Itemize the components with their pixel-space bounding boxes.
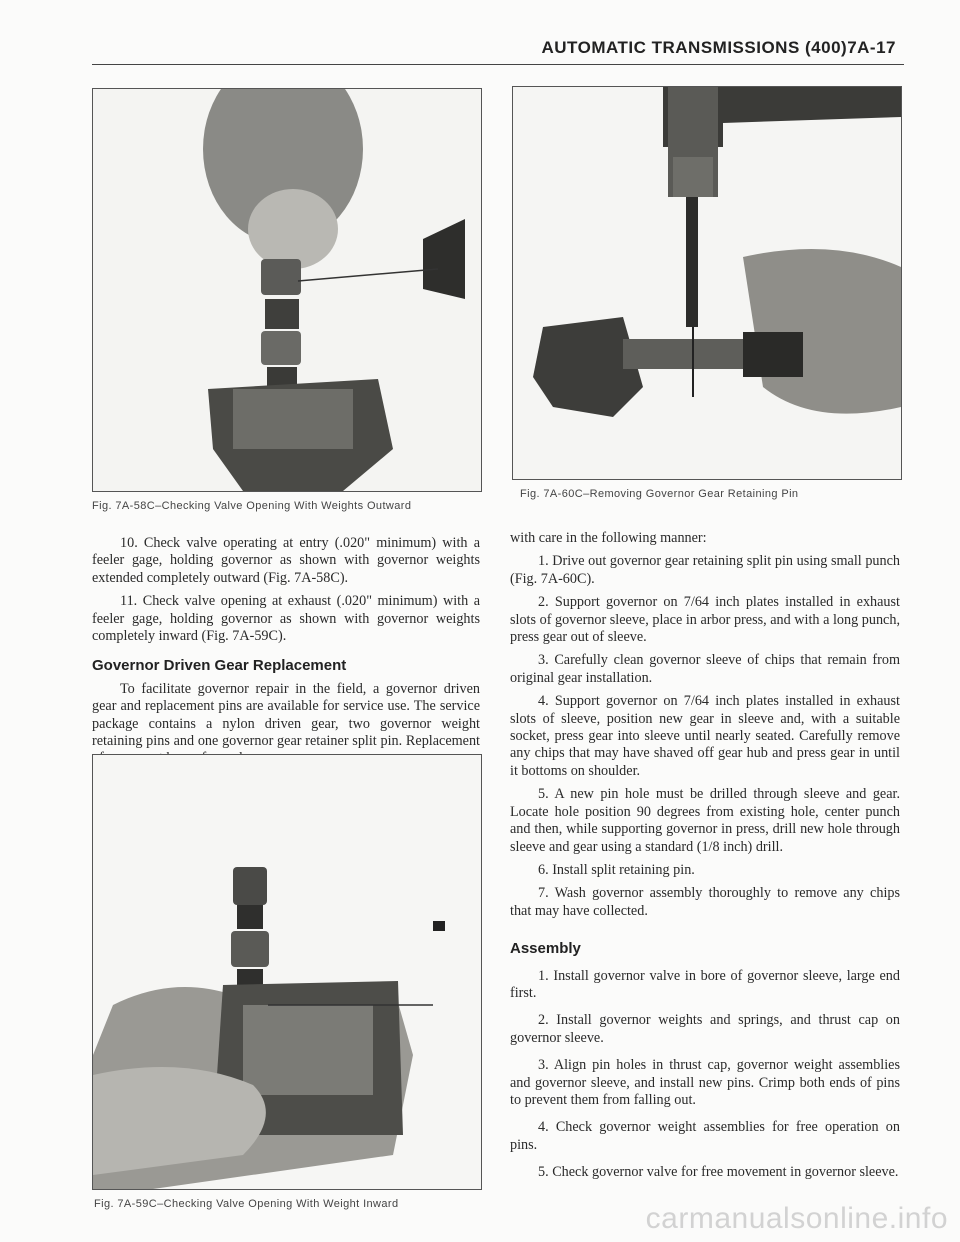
left-column bbox=[92, 535, 480, 774]
figure-60c-photo bbox=[512, 86, 902, 480]
paragraph-step-11: 11. Check valve opening at exhaust (.020" minimum) with a feeler gage, holding governor as shown with governor weights completely inward (Fig. 7A-59C). bbox=[92, 593, 480, 645]
replacement-step-6: 6. Install split retaining pin. bbox=[538, 861, 695, 878]
replacement-step-4: 4. Support governor on 7/64 inch plates installed in exhaust slots of sleeve, position new gear in sleeve and, with a suitable socket, press gear into sleeve until nearly seated. Carefully remove any chips that may have shaved off gear hub and press gear in until it bottoms on shoulder. bbox=[510, 693, 900, 779]
replacement-step-3: 3. Carefully clean governor sleeve of chips that remain from original gear installation. bbox=[510, 652, 900, 686]
figure-59c-caption: Fig. 7A-59C–Checking Valve Opening With Weight Inward bbox=[94, 1198, 399, 1210]
paragraph-step-10: 10. Check valve operating at entry (.020" minimum) with a feeler gage, holding governor as shown with governor weights extended completely outward (Fig. 7A-58C). bbox=[92, 535, 480, 586]
figure-59c-photo bbox=[92, 754, 482, 1190]
assembly-step-2: 2. Install governor weights and springs, and thrust cap on governor sleeve. bbox=[510, 1012, 900, 1046]
header-rule bbox=[92, 64, 904, 65]
replacement-step-5: 5. A new pin hole must be drilled through sleeve and gear. Locate hole position 90 degrees from existing hole, center punch and then, while supporting governor in press, drill new hole through sleeve and gear using a standard (1/8 inch) drill. bbox=[510, 786, 900, 855]
paragraph-intro: To facilitate governor repair in the field, a governor driven gear and replacement pins are available for service use. The service package contains a nylon driven gear, two governor weight retaining pins and one governor gear retainer split pin. Replacement bbox=[92, 680, 480, 750]
paragraph-continuation: with care in the following manner: bbox=[510, 530, 707, 546]
section-heading-governor-gear: Governor Driven Gear Replacement bbox=[92, 657, 347, 675]
replacement-step-7: 7. Wash governor assembly thoroughly to remove any chips that may have collected. bbox=[510, 885, 900, 919]
page-header: AUTOMATIC TRANSMISSIONS (400)7A-17 bbox=[541, 38, 896, 57]
watermark: carmanualsonline.info bbox=[645, 1202, 948, 1235]
replacement-step-2: 2. Support governor on 7/64 inch plates installed in exhaust slots of governor sleeve, place in arbor press, and with a long punch, press gear out of sleeve. bbox=[510, 594, 900, 646]
replacement-step-1: 1. Drive out governor gear retaining split pin using small punch (Fig. 7A-60C). bbox=[510, 553, 900, 587]
figure-58c-photo bbox=[92, 88, 482, 492]
assembly-step-4: 4. Check governor weight assemblies for free operation on pins. bbox=[510, 1119, 900, 1153]
assembly-step-1: 1. Install governor valve in bore of governor sleeve, large end first. bbox=[510, 967, 900, 1001]
assembly-step-5: 5. Check governor valve for free movement in governor sleeve. bbox=[538, 1164, 899, 1181]
figure-58c-caption: Fig. 7A-58C–Checking Valve Opening With Weights Outward bbox=[92, 500, 412, 512]
right-column bbox=[510, 530, 900, 1188]
figure-60c-caption: Fig. 7A-60C–Removing Governor Gear Retaining Pin bbox=[520, 488, 799, 500]
section-heading-assembly: Assembly bbox=[510, 940, 581, 958]
assembly-step-3: 3. Align pin holes in thrust cap, governor weight assemblies and governor sleeve, and install new pins. Crimp both ends of pins to prevent them from falling out. bbox=[510, 1057, 900, 1108]
